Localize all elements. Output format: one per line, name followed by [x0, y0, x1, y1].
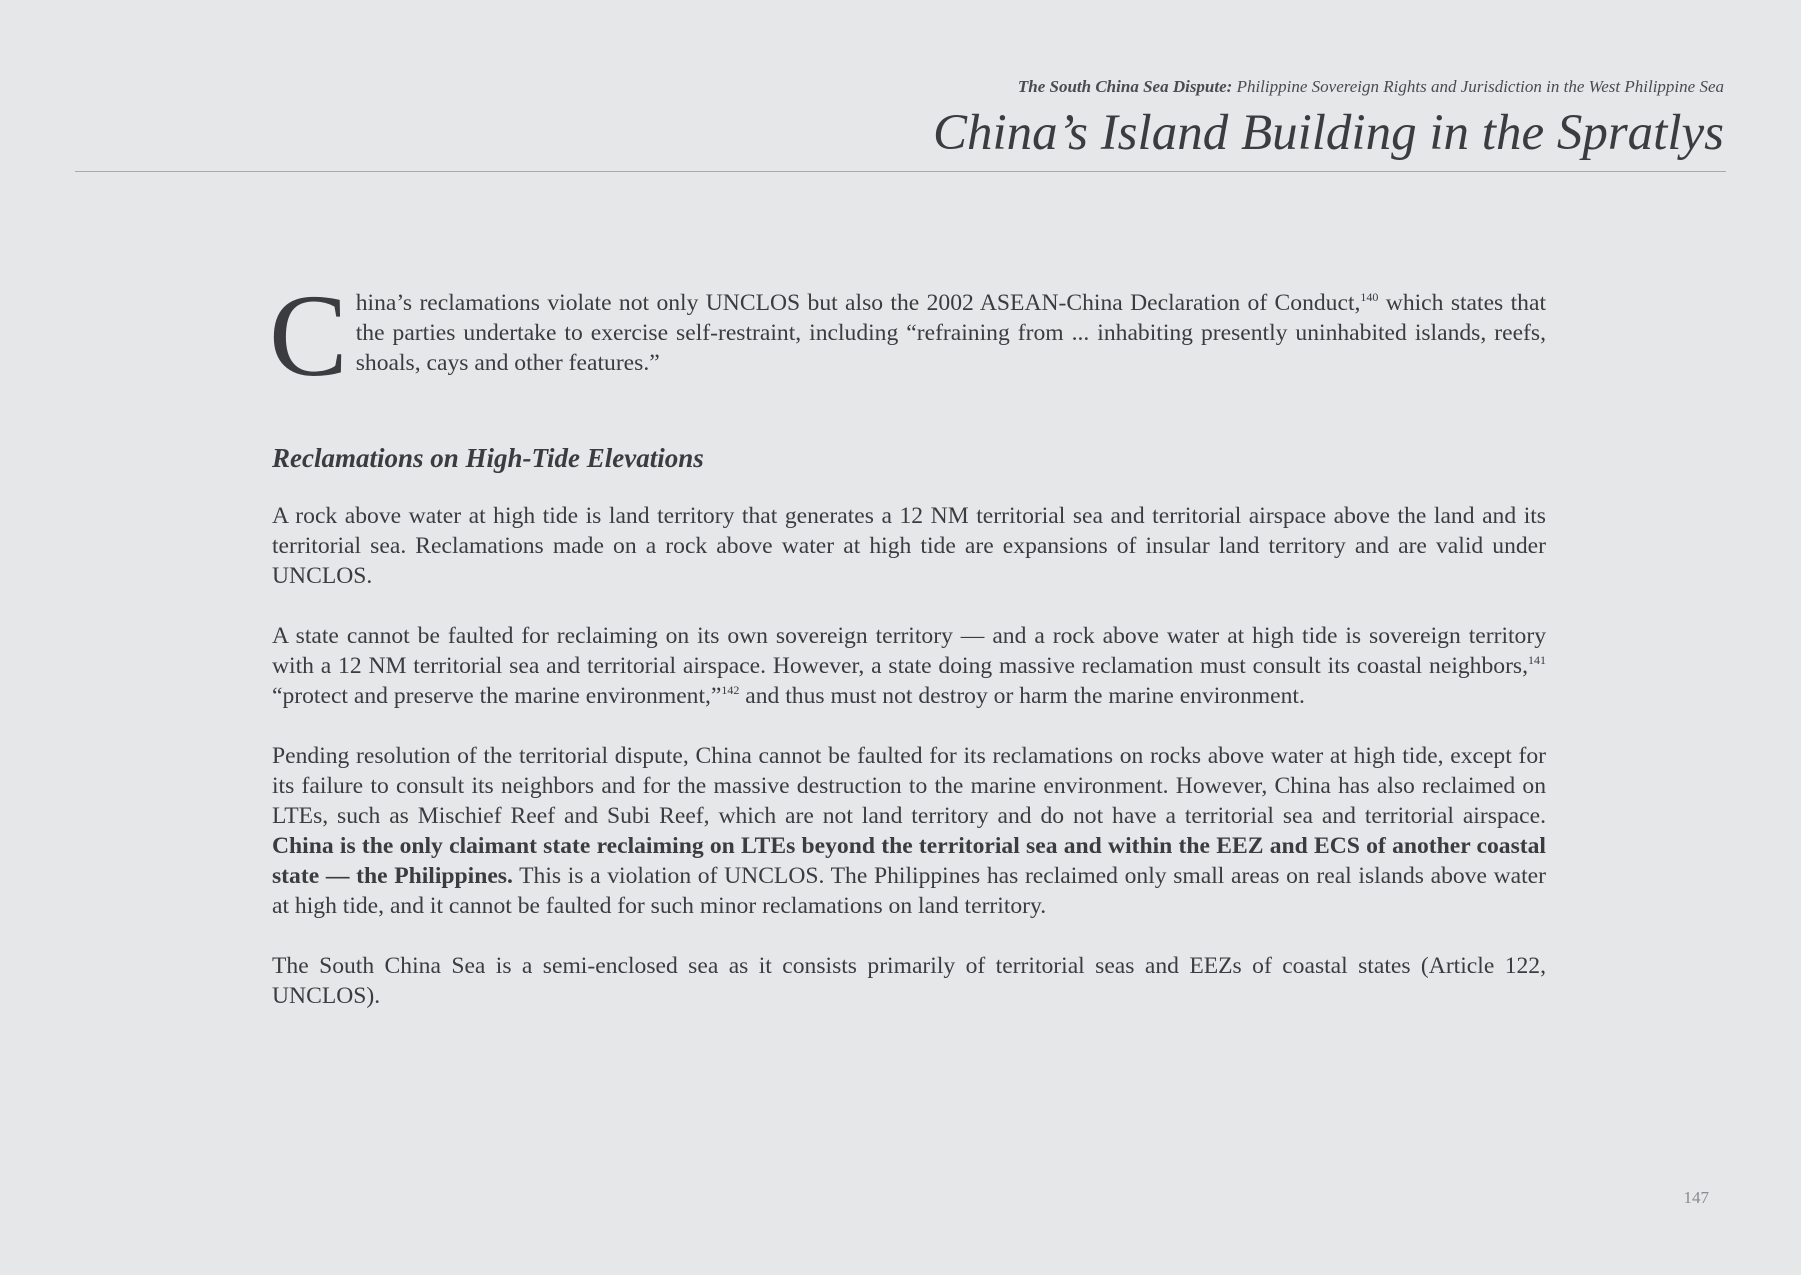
intro-paragraph: [269, 270, 1546, 401]
body-text: [269, 270, 1546, 1041]
book-title: The South China Sea Dispute:: [1017, 77, 1233, 96]
page-number: 147: [1683, 1188, 1709, 1207]
section-heading: Reclamations on High-Tide Elevations: [272, 443, 704, 473]
chapter-title: China’s Island Building in the Spratlys: [933, 105, 1724, 161]
paragraph-2-text-b: “protect and preserve the marine environment,”: [272, 683, 722, 709]
header-divider: [75, 171, 1726, 172]
intro-text-1: hina’s reclamations violate not only UNCLOS but also the 2002 ASEAN-China Declaration of Conduct,: [355, 290, 1361, 316]
paragraph-1: A rock above water at high tide is land territory that generates a 12 NM territorial sea and territorial airspace above the land and its territorial sea. Reclamations made on a rock above water at high tide are expansions of insular land territory and are valid under UNCLOS.: [272, 503, 1546, 589]
footnote-ref-141[interactable]: 141: [1528, 653, 1546, 667]
paragraph-3-emphasis: China is the only claimant state reclaiming on LTEs beyond the territorial sea and within the EEZ and ECS of another coastal state — the Philippines.: [272, 833, 1546, 889]
paragraph-3-text-c: This is a violation of UNCLOS. The Philippines has reclaimed only small areas on real islands above water at high tide, and it cannot be faulted for such minor reclamations on land territory.: [272, 863, 1546, 919]
footnote-ref-142[interactable]: 142: [721, 683, 740, 697]
drop-cap: C: [269, 270, 348, 401]
paragraph-3: [272, 741, 1546, 921]
book-subtitle: [933, 76, 1724, 98]
paragraph-2-text-c: and thus must not destroy or harm the marine environment.: [739, 683, 1305, 709]
paragraph-2: [272, 621, 1546, 711]
book-subtitle-rest: Philippine Sovereign Rights and Jurisdiction in the West Philippine Sea: [1232, 77, 1724, 96]
intro-text-2: which states that the parties undertake to exercise self-restraint, including “refraining from ... inhabiting presently uninhabited islands, reefs, shoals, cays and other features.”: [355, 290, 1546, 376]
footnote-ref-140[interactable]: 140: [1360, 290, 1379, 304]
paragraph-2-text-a: A state cannot be faulted for reclaiming on its own sovereign territory — and a rock above water at high tide is sovereign territory with a 12 NM territorial sea and territorial airspace. However, a state doing massive reclamation must consult its coastal neighbors,: [272, 623, 1546, 679]
paragraph-4: The South China Sea is a semi-enclosed sea as it consists primarily of territorial seas and EEZs of coastal states (Article 122, UNCLOS).: [272, 953, 1546, 1009]
paragraph-3-text-a: Pending resolution of the territorial dispute, China cannot be faulted for its reclamations on rocks above water at high tide, except for its failure to consult its neighbors and for the massive destruction to the marine environment. However, China has also reclaimed on LTEs, such as Mischief Reef and Subi Reef, which are not land territory and do not have a territorial sea and territorial airspace.: [272, 743, 1546, 829]
page-header: [933, 76, 1724, 162]
